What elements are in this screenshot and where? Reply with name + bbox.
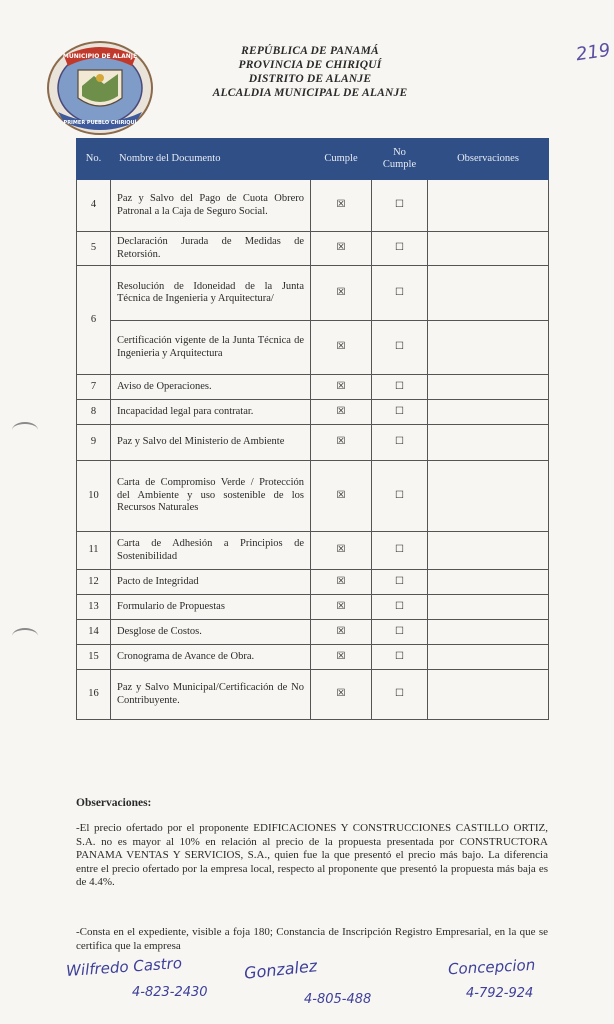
row-number: 10 xyxy=(77,461,111,532)
cumple-checkbox: ☒ xyxy=(311,266,372,321)
table-row xyxy=(77,266,549,321)
cumple-checkbox: ☒ xyxy=(311,595,372,620)
table-row xyxy=(77,595,549,620)
no-cumple-checkbox: ☐ xyxy=(372,266,428,321)
seal-bottom-text: PRIMER PUEBLO CHIRIQUÍ xyxy=(63,120,137,126)
cumple-checkbox: ☒ xyxy=(311,321,372,375)
document-name: Pacto de Integridad xyxy=(111,570,311,595)
cumple-checkbox: ☒ xyxy=(311,375,372,400)
observaciones-cell xyxy=(428,375,549,400)
observation-paragraph-2: -Consta en el expediente, visible a foja 180; Constancia de Inscripción Registro Empresarial, en la que se certifica que la empresa xyxy=(76,926,548,952)
document-header xyxy=(180,44,440,100)
cumple-checkbox: ☒ xyxy=(311,570,372,595)
observaciones-cell xyxy=(428,620,549,645)
cumple-checkbox: ☒ xyxy=(311,461,372,532)
cumple-checkbox: ☒ xyxy=(311,645,372,670)
header-no-cumple-line1: No xyxy=(393,147,406,158)
observaciones-cell xyxy=(428,266,549,321)
row-number: 8 xyxy=(77,400,111,425)
no-cumple-checkbox: ☐ xyxy=(372,532,428,570)
document-name: Carta de Adhesión a Principios de Sostenibilidad xyxy=(111,532,311,570)
document-name: Cronograma de Avance de Obra. xyxy=(111,645,311,670)
documents-checklist-table xyxy=(76,138,549,720)
no-cumple-checkbox: ☐ xyxy=(372,570,428,595)
table-row xyxy=(77,180,549,232)
no-cumple-checkbox: ☐ xyxy=(372,645,428,670)
document-name: Aviso de Operaciones. xyxy=(111,375,311,400)
header-line-republic: REPÚBLICA DE PANAMÁ xyxy=(241,45,379,57)
observaciones-cell xyxy=(428,645,549,670)
signature-3-id: 4-792-924 xyxy=(466,986,534,1001)
document-name: Incapacidad legal para contratar. xyxy=(111,400,311,425)
header-no-cumple-line2: Cumple xyxy=(382,159,417,170)
no-cumple-checkbox: ☐ xyxy=(372,595,428,620)
no-cumple-checkbox: ☐ xyxy=(372,180,428,232)
municipal-seal-logo xyxy=(44,36,156,136)
seal-top-text: MUNICIPIO DE ALANJE xyxy=(62,53,138,60)
row-number: 11 xyxy=(77,532,111,570)
cumple-checkbox: ☒ xyxy=(311,425,372,461)
table-row xyxy=(77,321,549,375)
table-row xyxy=(77,620,549,645)
row-number: 15 xyxy=(77,645,111,670)
observaciones-cell xyxy=(428,180,549,232)
signature-1-id: 4-823-2430 xyxy=(132,985,208,1000)
document-name: Paz y Salvo del Pago de Cuota Obrero Patronal a la Caja de Seguro Social. xyxy=(111,180,311,232)
header-line-district: DISTRITO DE ALANJE xyxy=(248,73,372,85)
no-cumple-checkbox: ☐ xyxy=(372,375,428,400)
document-name: Paz y Salvo Municipal/Certificación de No Contribuyente. xyxy=(111,670,311,720)
observations-title: Observaciones: xyxy=(76,797,152,809)
table-row xyxy=(77,532,549,570)
header-no: No. xyxy=(77,139,111,180)
row-number: 7 xyxy=(77,375,111,400)
row-number: 13 xyxy=(77,595,111,620)
row-number: 4 xyxy=(77,180,111,232)
punch-hole-mark xyxy=(12,422,38,438)
header-no-cumple xyxy=(372,139,428,180)
document-name: Carta de Compromiso Verde / Protección del Ambiente y uso sostenible de los Recursos Naturales xyxy=(111,461,311,532)
observaciones-cell xyxy=(428,532,549,570)
table-body xyxy=(77,180,549,720)
cumple-checkbox: ☒ xyxy=(311,232,372,266)
header-line-mayoralty: ALCALDIA MUNICIPAL DE ALANJE xyxy=(212,87,408,99)
row-number: 6 xyxy=(77,266,111,375)
cumple-checkbox: ☒ xyxy=(311,620,372,645)
table-row xyxy=(77,232,549,266)
table-row xyxy=(77,645,549,670)
table-header-row xyxy=(77,139,549,180)
no-cumple-checkbox: ☐ xyxy=(372,425,428,461)
header-cumple: Cumple xyxy=(311,139,372,180)
observaciones-cell xyxy=(428,400,549,425)
observaciones-cell xyxy=(428,425,549,461)
observation-paragraph-1: -El precio ofertado por el proponente EDIFICACIONES Y CONSTRUCCIONES CASTILLO ORTIZ, S.A. no es mayor al 10% en relación al precio de la propuesta presentada por CONSTRUCTORA PANAMA VENTAS Y SERVICIOS, S.A., quien fue la que presentó el precio más bajo. La diferencia entre el precio ofertado por la empresa local, respecto al proponente que presentó la propuesta más baja es de 4.4%. xyxy=(76,822,548,888)
observaciones-cell xyxy=(428,461,549,532)
punch-hole-mark xyxy=(12,628,38,644)
row-number: 16 xyxy=(77,670,111,720)
document-name: Desglose de Costos. xyxy=(111,620,311,645)
signature-2-name: Gonzalez xyxy=(243,956,319,983)
document-name: Formulario de Propuestas xyxy=(111,595,311,620)
observaciones-cell xyxy=(428,321,549,375)
no-cumple-checkbox: ☐ xyxy=(372,232,428,266)
row-number: 12 xyxy=(77,570,111,595)
row-number: 9 xyxy=(77,425,111,461)
no-cumple-checkbox: ☐ xyxy=(372,620,428,645)
row-number: 5 xyxy=(77,232,111,266)
row-number: 14 xyxy=(77,620,111,645)
table-row xyxy=(77,570,549,595)
signature-3-name: Concepcion xyxy=(447,955,536,979)
signature-1-name: Wilfredo Castro xyxy=(65,953,183,981)
no-cumple-checkbox: ☐ xyxy=(372,321,428,375)
header-document-name: Nombre del Documento xyxy=(111,139,311,180)
table-row xyxy=(77,461,549,532)
cumple-checkbox: ☒ xyxy=(311,400,372,425)
header-line-province: PROVINCIA DE CHIRIQUÍ xyxy=(238,59,382,71)
signature-2-id: 4-805-488 xyxy=(304,992,372,1007)
table-row xyxy=(77,670,549,720)
header-observaciones: Observaciones xyxy=(428,139,549,180)
table-row xyxy=(77,400,549,425)
cumple-checkbox: ☒ xyxy=(311,670,372,720)
page-number: 219 xyxy=(574,39,612,66)
cumple-checkbox: ☒ xyxy=(311,180,372,232)
cumple-checkbox: ☒ xyxy=(311,532,372,570)
table-row xyxy=(77,375,549,400)
table-row xyxy=(77,425,549,461)
no-cumple-checkbox: ☐ xyxy=(372,400,428,425)
document-name: Paz y Salvo del Ministerio de Ambiente xyxy=(111,425,311,461)
no-cumple-checkbox: ☐ xyxy=(372,670,428,720)
no-cumple-checkbox: ☐ xyxy=(372,461,428,532)
observaciones-cell xyxy=(428,232,549,266)
observaciones-cell xyxy=(428,595,549,620)
observaciones-cell xyxy=(428,570,549,595)
document-name: Declaración Jurada de Medidas de Retorsión. xyxy=(111,232,311,266)
document-name: Resolución de Idoneidad de la Junta Técnica de Ingenieria y Arquitectura/ xyxy=(111,266,311,321)
document-name: Certificación vigente de la Junta Técnica de Ingenieria y Arquitectura xyxy=(111,321,311,375)
observaciones-cell xyxy=(428,670,549,720)
